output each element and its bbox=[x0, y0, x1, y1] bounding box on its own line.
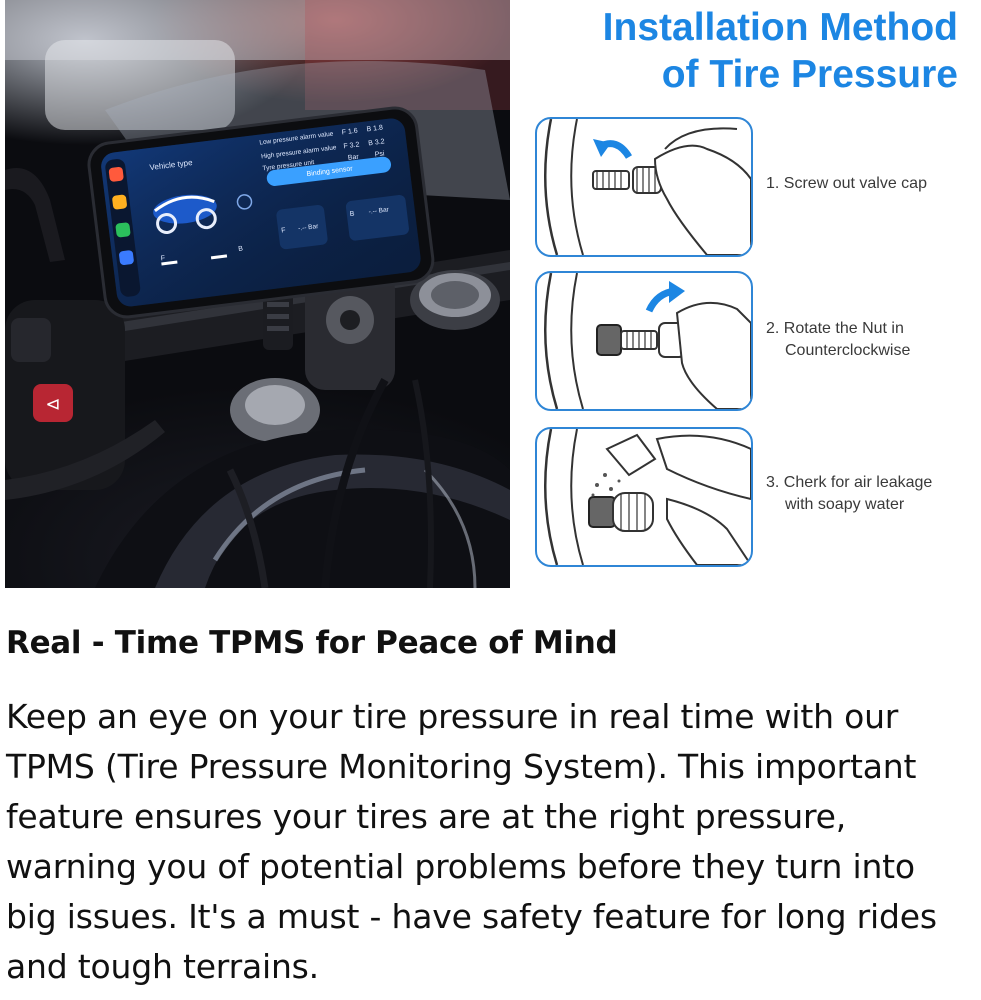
high-alarm-label: High pressure alarm value bbox=[260, 144, 337, 161]
step-3-line1: 3. Cherk for air leakage bbox=[766, 474, 933, 491]
body-line: TPMS (Tire Pressure Monitoring System). This important bbox=[6, 747, 917, 786]
high-alarm-front[interactable]: F 3.2 bbox=[343, 141, 360, 151]
vehicle-type-label: Vehicle type bbox=[149, 157, 193, 173]
motorcycle-photo bbox=[5, 0, 510, 588]
low-alarm-label: Low pressure alarm value bbox=[259, 130, 334, 147]
back-tire-letter: B bbox=[237, 245, 244, 253]
low-alarm-front[interactable]: F 1.6 bbox=[341, 127, 359, 137]
step-1-line1: 1. Screw out valve cap bbox=[766, 175, 927, 192]
step-2-line2: Counterclockwise bbox=[785, 342, 911, 359]
front-tire-letter: F bbox=[160, 254, 166, 263]
step-3-illustration bbox=[535, 427, 753, 567]
installation-title-line1: Installation Method bbox=[602, 6, 958, 49]
body-line: feature ensures your tires are at the right pressure, bbox=[6, 797, 847, 836]
unit-label: Tyre pressure unit bbox=[262, 159, 315, 173]
step-2-illustration bbox=[535, 271, 753, 411]
phone-screen-text bbox=[5, 0, 510, 588]
step-3-line2: with soapy water bbox=[785, 496, 905, 513]
installation-title-line2: of Tire Pressure bbox=[661, 53, 958, 96]
body-line: Keep an eye on your tire pressure in real time with our bbox=[6, 697, 899, 736]
step-3-label bbox=[766, 472, 932, 516]
low-alarm-back[interactable]: B 1.8 bbox=[366, 124, 384, 134]
high-alarm-back[interactable]: B 3.2 bbox=[367, 138, 386, 148]
unit-psi-option[interactable]: Psi bbox=[374, 150, 385, 159]
body-line: and tough terrains. bbox=[6, 947, 319, 986]
unit-bar-option[interactable]: Bar bbox=[347, 153, 360, 162]
gauge-back-letter: B bbox=[349, 210, 355, 219]
front-reading: -.-- Bar bbox=[297, 223, 319, 233]
section-heading: Real - Time TPMS for Peace of Mind bbox=[6, 625, 618, 661]
step-1-illustration bbox=[535, 117, 753, 257]
body-line: big issues. It's a must - have safety feature for long rides bbox=[6, 897, 937, 936]
step-2-line1: 2. Rotate the Nut in bbox=[766, 320, 904, 337]
gauge-front-letter: F bbox=[280, 227, 287, 235]
step-2-label bbox=[766, 318, 910, 362]
back-reading: -.-- Bar bbox=[368, 206, 390, 216]
binding-sensor-button[interactable]: Binding sensor bbox=[306, 165, 354, 179]
step-1-label bbox=[766, 173, 927, 195]
installation-title bbox=[528, 4, 958, 98]
body-line: warning you of potential problems before they turn into bbox=[6, 847, 915, 886]
svg-text:⊲: ⊲ bbox=[45, 394, 61, 415]
